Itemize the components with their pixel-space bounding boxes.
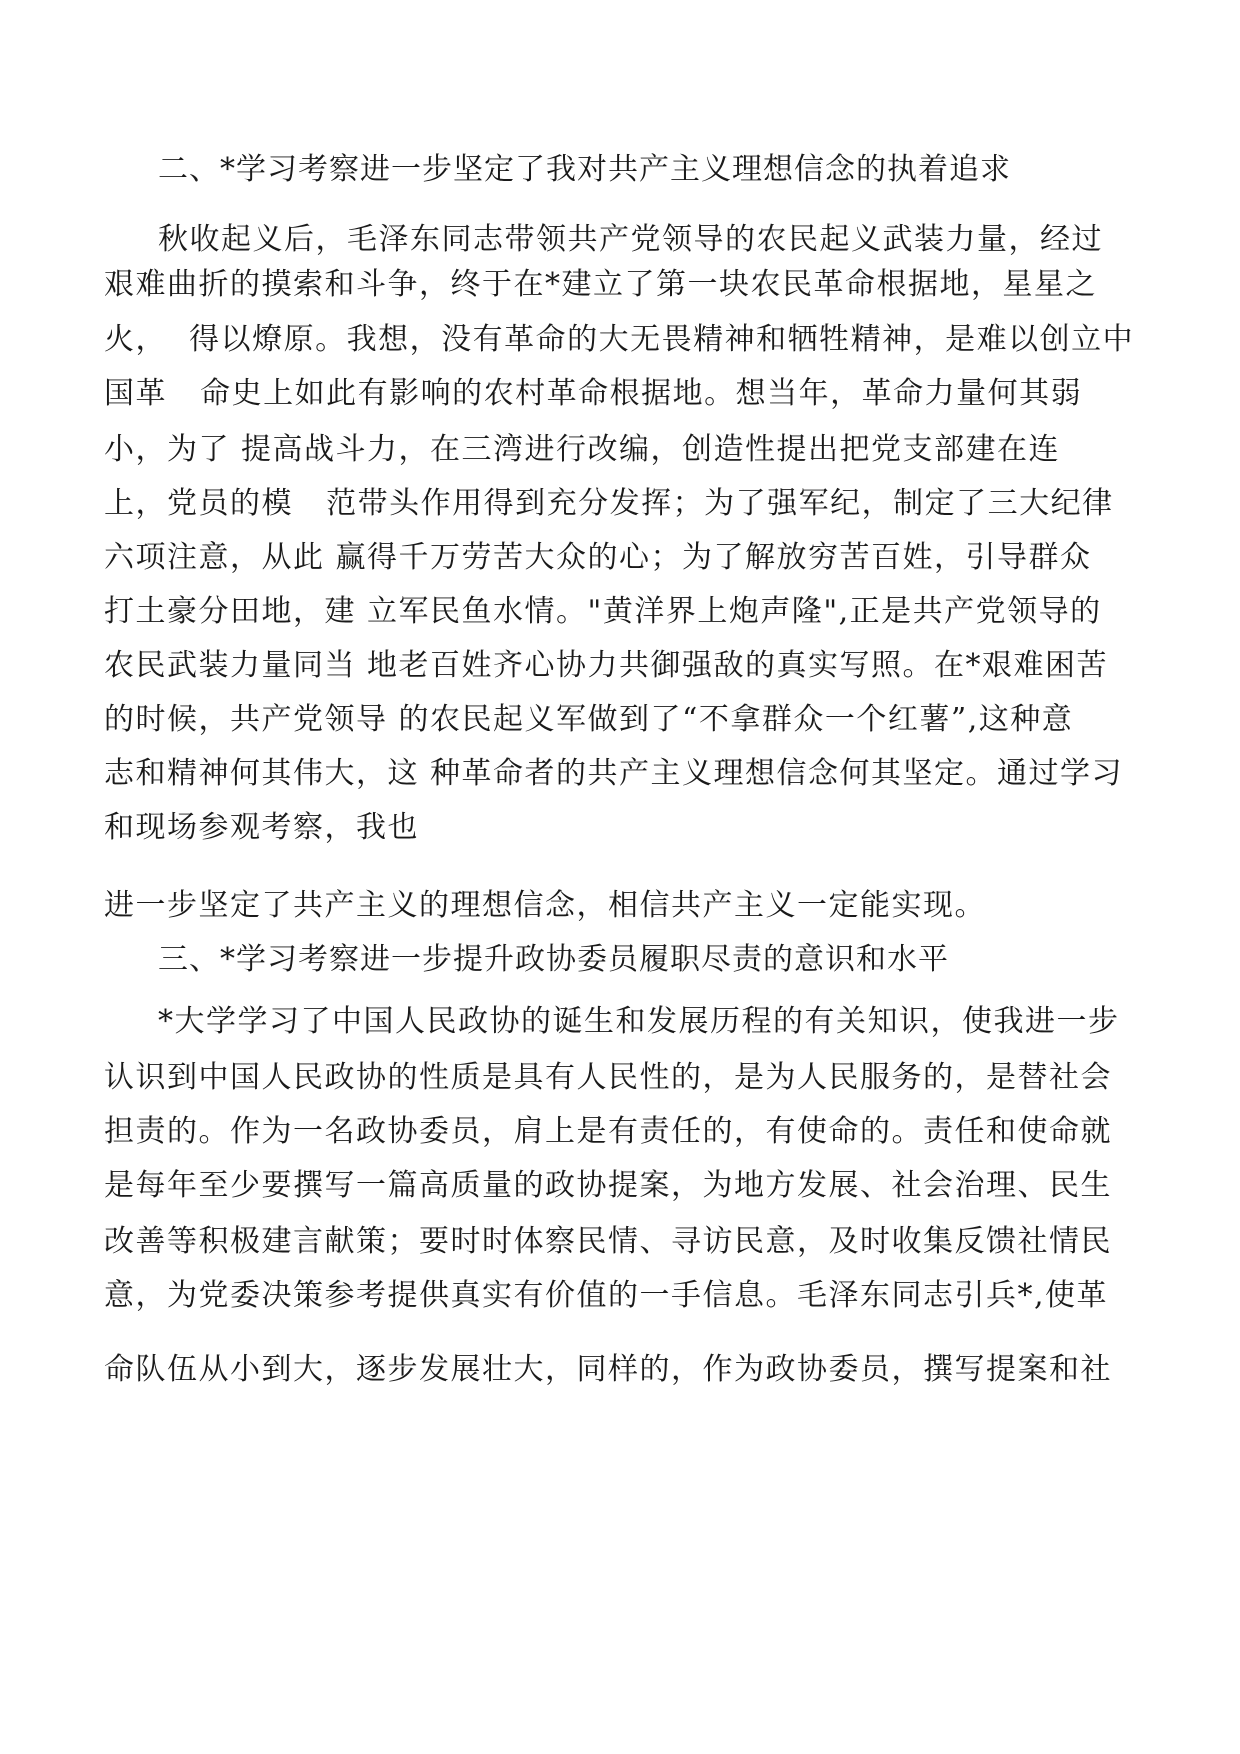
paragraph-line: 进一步坚定了共产主义的理想信念，相信共产主义一定能实现。	[104, 888, 986, 923]
paragraph-line: 六项注意，从此 赢得千万劳苦大众的心；为了解放穷苦百姓，引导群众	[104, 540, 1092, 575]
paragraph-line: 命队伍从小到大，逐步发展壮大，同样的，作为政协委员，撰写提案和社	[104, 1352, 1112, 1387]
paragraph-line: 小，为了 提高战斗力，在三湾进行改编，创造性提出把党支部建在连	[104, 432, 1061, 467]
section-2-heading: 二、*学习考察进一步坚定了我对共产主义理想信念的执着追求	[158, 152, 1011, 187]
paragraph-line: 火， 得以燎原。我想，没有革命的大无畏精神和牺牲精神，是难以创立中	[104, 322, 1135, 357]
paragraph-line: *大学学习了中国人民政协的诞生和发展历程的有关知识，使我进一步	[158, 1004, 1120, 1039]
paragraph-line: 改善等积极建言献策；要时时体察民情、寻访民意，及时收集反馈社情民	[104, 1224, 1112, 1259]
paragraph-line: 打土豪分田地，建 立军民鱼水情。"黄洋界上炮声隆",正是共产党领导的	[104, 594, 1102, 629]
paragraph-line: 是每年至少要撰写一篇高质量的政协提案，为地方发展、社会治理、民生	[104, 1168, 1112, 1203]
paragraph-line: 艰难曲折的摸索和斗争，终于在*建立了第一块农民革命根据地，星星之	[104, 267, 1097, 302]
paragraph-line: 的时候，共产党领导 的农民起义军做到了“不拿群众一个红薯”,这种意	[104, 702, 1074, 737]
section-3-heading: 三、*学习考察进一步提升政协委员履职尽责的意识和水平	[158, 942, 949, 977]
paragraph-line: 和现场参观考察，我也	[104, 810, 419, 845]
paragraph-line: 上，党员的模 范带头作用得到充分发挥；为了强军纪，制定了三大纪律	[104, 486, 1114, 521]
paragraph-line: 担责的。作为一名政协委员，肩上是有责任的，有使命的。责任和使命就	[104, 1114, 1112, 1149]
paragraph-line: 秋收起义后，毛泽东同志带领共产党领导的农民起义武装力量，经过	[158, 222, 1103, 257]
paragraph-line: 国革 命史上如此有影响的农村革命根据地。想当年，革命力量何其弱	[104, 376, 1083, 411]
paragraph-line: 志和精神何其伟大，这 种革命者的共产主义理想信念何其坚定。通过学习	[104, 756, 1124, 791]
paragraph-line: 意，为党委决策参考提供真实有价值的一手信息。毛泽东同志引兵*,使革	[104, 1278, 1109, 1313]
paragraph-line: 认识到中国人民政协的性质是具有人民性的，是为人民服务的，是替社会	[104, 1060, 1112, 1095]
paragraph-line: 农民武装力量同当 地老百姓齐心协力共御强敌的真实写照。在*艰难困苦	[104, 648, 1109, 683]
